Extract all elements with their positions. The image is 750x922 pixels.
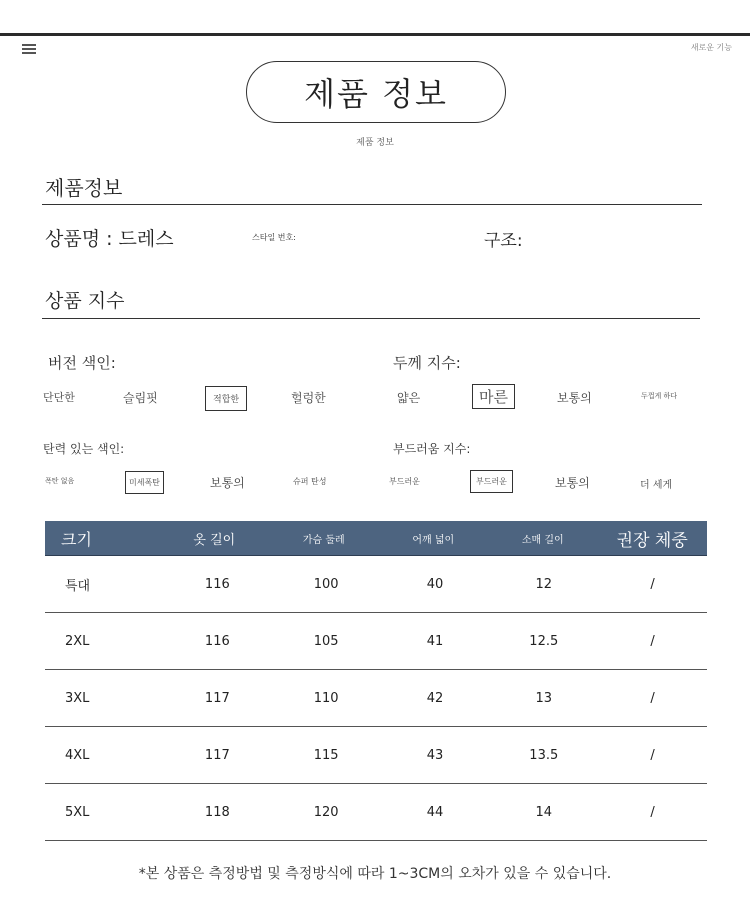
elasticity-option[interactable]: 보통의 (210, 476, 245, 490)
table-cell: 40 (426, 576, 444, 592)
table-cell: 12.5 (529, 633, 559, 649)
version-option-selected[interactable]: 적합한 (205, 386, 247, 411)
index-heading: 상품 지수 (45, 290, 125, 312)
table-cell: 115 (313, 747, 339, 763)
section-divider (42, 318, 700, 319)
version-index-label: 버전 색인: (48, 354, 116, 372)
table-cell: 117 (204, 747, 230, 763)
version-option[interactable]: 슬림핏 (123, 391, 158, 405)
measurement-note: *본 상품은 측정방법 및 측정방식에 따라 1~3CM의 오차가 있을 수 있습니다. (138, 866, 612, 882)
thickness-index-label: 두께 지수: (393, 354, 461, 372)
softness-option[interactable]: 더 세게 (640, 480, 673, 491)
new-feature-link[interactable]: 새로운 기능 (690, 43, 732, 52)
table-cell: 120 (313, 804, 339, 820)
table-cell: 44 (426, 804, 444, 820)
column-header: 소매 길이 (521, 534, 564, 546)
softness-index-label: 부드러움 지수: (393, 442, 471, 456)
product-info-heading: 제품정보 (45, 176, 123, 200)
elasticity-option-selected[interactable]: 미세폭탄 (125, 471, 164, 494)
column-header: 가슴 둘레 (302, 534, 345, 546)
softness-option-selected[interactable]: 부드러운 (470, 470, 513, 493)
elasticity-option[interactable]: 폭탄 없음 (45, 477, 75, 485)
table-cell: 41 (426, 633, 444, 649)
table-cell: 43 (426, 747, 444, 763)
table-cell: 116 (204, 633, 230, 649)
softness-option[interactable]: 보통의 (555, 476, 590, 490)
size-table (45, 521, 707, 841)
table-cell: 특대 (65, 578, 91, 594)
table-row (45, 556, 707, 613)
version-option[interactable]: 헐렁한 (291, 391, 326, 405)
table-cell: / (650, 804, 655, 820)
table-cell: 118 (204, 804, 230, 820)
table-cell: 4XL (65, 747, 90, 763)
column-header: 크기 (61, 529, 92, 549)
table-cell: 105 (313, 633, 339, 649)
table-cell: 100 (313, 576, 339, 592)
table-row (45, 727, 707, 784)
page-subtitle: 제품 정보 (356, 138, 394, 148)
table-cell: / (650, 576, 655, 592)
menu-icon[interactable] (22, 44, 36, 54)
table-row (45, 613, 707, 670)
table-cell: 13.5 (529, 747, 559, 763)
table-cell: 42 (426, 690, 444, 706)
table-cell: / (650, 633, 655, 649)
product-name: 상품명 : 드레스 (45, 228, 174, 250)
thickness-option[interactable]: 얇은 (397, 391, 421, 405)
style-number: 스타일 번호: (252, 233, 296, 242)
table-cell: / (650, 747, 655, 763)
column-header: 옷 길이 (193, 532, 236, 548)
page-title: 제품 정보 (246, 61, 506, 123)
thickness-option[interactable]: 두껍게 하다 (641, 392, 678, 400)
elasticity-index-label: 탄력 있는 색인: (43, 442, 125, 456)
table-cell: 13 (535, 690, 553, 706)
table-cell: 14 (535, 804, 553, 820)
table-row (45, 670, 707, 727)
table-cell: 5XL (65, 804, 90, 820)
thickness-option-selected[interactable]: 마른 (472, 384, 515, 409)
column-header: 권장 체중 (616, 530, 688, 551)
top-divider (0, 33, 750, 36)
table-cell: 117 (204, 690, 230, 706)
table-header (45, 521, 707, 556)
elasticity-option[interactable]: 슈퍼 탄성 (293, 477, 327, 486)
thickness-option[interactable]: 보통의 (557, 391, 592, 405)
column-header: 어깨 넓이 (412, 534, 455, 546)
structure-label: 구조: (484, 231, 523, 251)
table-cell: 2XL (65, 633, 90, 649)
table-cell: 116 (204, 576, 230, 592)
softness-option[interactable]: 부드러운 (389, 477, 420, 486)
table-cell: / (650, 690, 655, 706)
table-row (45, 784, 707, 841)
table-cell: 110 (313, 690, 339, 706)
section-divider (42, 204, 702, 205)
table-cell: 12 (535, 576, 553, 592)
table-cell: 3XL (65, 690, 90, 706)
version-option[interactable]: 단단한 (43, 391, 75, 404)
